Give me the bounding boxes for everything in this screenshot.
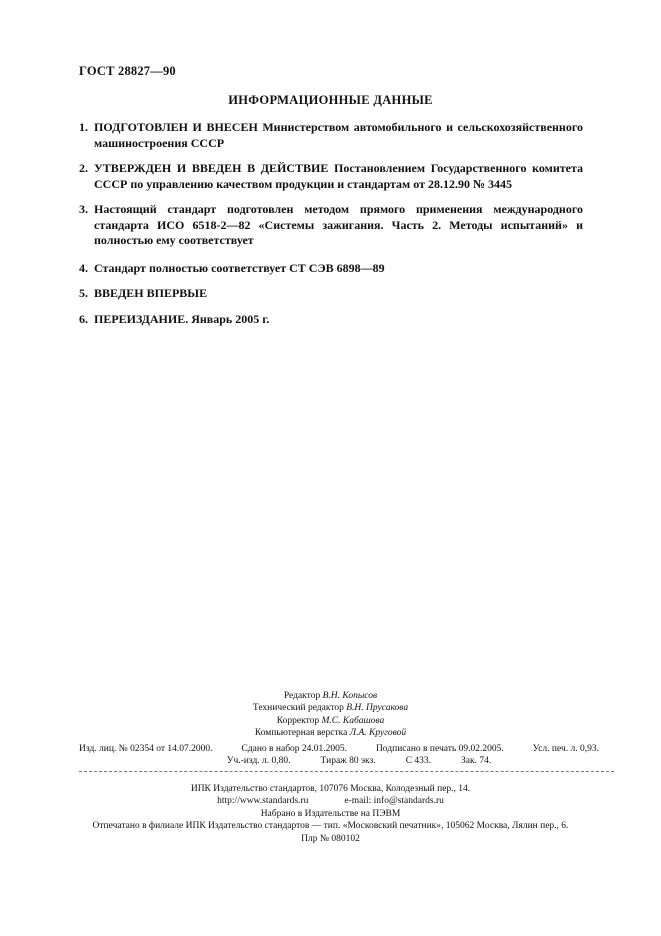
plr-number: Плр № 080102 <box>301 833 360 844</box>
layout-credit: Компьютерная верстка Л.А. Круговой <box>254 728 407 739</box>
item-number: 4. <box>79 260 88 275</box>
typeset-date: Сдано в набор 24.01.2005. <box>241 744 348 754</box>
item-lead: УТВЕРЖДЕН И ВВЕДЕН В ДЕЙСТВИЕ <box>94 161 329 175</box>
tech-editor-credit: Технический редактор В.Н. Прусакова <box>252 703 409 714</box>
item-lead: ПОДГОТОВЛЕН И ВНЕСЕН <box>94 120 258 134</box>
info-item-1 <box>79 120 583 151</box>
website-text: http://www.standards.ru <box>217 796 309 807</box>
item-lead: ПЕРЕИЗДАНИЕ. Январь 2005 г. <box>94 311 270 326</box>
editor-credit: Редактор В.Н. Копысов <box>283 691 378 701</box>
print-date: Подписано в печать 09.02.2005. <box>375 744 504 754</box>
divider-line <box>79 771 614 772</box>
pub-sheets: Уч.-изд. л. 0,80. <box>226 756 291 767</box>
tech-editor-name: В.Н. Прусакова <box>346 703 409 714</box>
order-code: С 433. <box>405 756 432 767</box>
item-text: Министерством автомобильного и сельскохозяйственного машиностроения СССР <box>94 120 583 150</box>
info-item-3 <box>79 202 583 249</box>
editor-name: В.Н. Копысов <box>322 691 378 701</box>
corrector-name: М.С. Кабашова <box>321 715 385 726</box>
publication-row-2 <box>79 755 599 767</box>
item-lead: ВВЕДЕН ВПЕРВЫЕ <box>94 286 208 300</box>
info-item-2 <box>79 161 583 192</box>
info-item-4 <box>79 261 583 277</box>
typeset-note: Набрано в Издательстве на ПЭВМ <box>260 808 401 819</box>
info-item-5 <box>79 286 583 302</box>
section-title: ИНФОРМАЦИОННЫЕ ДАННЫЕ <box>228 93 433 107</box>
item-number: 3. <box>79 202 88 216</box>
item-lead: Стандарт полностью соответствует СТ СЭВ 6898—89 <box>94 260 385 275</box>
publisher-address: ИПК Издательство стандартов, 107076 Москва, Колодезный пер., 14. <box>190 784 471 794</box>
item-text: Постановлением Государственного комитета СССР по управлению качеством продукции и стандартам от 28.12.90 № 3445 <box>94 161 583 191</box>
publication-row-1 <box>79 743 599 755</box>
info-items-list <box>79 120 583 337</box>
item-number: 6. <box>79 311 88 326</box>
standard-code: ГОСТ 28827—90 <box>79 64 176 78</box>
order-number: Зак. 74. <box>461 756 492 767</box>
item-number: 5. <box>79 286 88 300</box>
layout-name: Л.А. Круговой <box>349 728 407 739</box>
email-text: e-mail: info@standards.ru <box>344 796 444 807</box>
contacts-row <box>0 795 661 807</box>
editorial-credits <box>0 690 661 740</box>
item-number: 1. <box>79 120 88 134</box>
info-item-6 <box>79 312 583 328</box>
printed-at: Отпечатано в филиале ИПК Издательство стандартов — тип. «Московский печатник», 105062 Москва, Лялин пер., 6. <box>92 821 569 832</box>
print-sheets: Усл. печ. л. 0,93. <box>532 744 599 754</box>
license-number: Изд. лиц. № 02354 от 14.07.2000. <box>79 744 213 754</box>
corrector-credit: Корректор М.С. Кабашова <box>276 715 385 726</box>
item-number: 2. <box>79 161 88 175</box>
item-lead: Настоящий стандарт подготовлен методом прямого применения международного стандарта ИСО 6518-2—82 «Системы зажигания. Часть 2. Методы испытаний» и полностью ему соответствует <box>94 202 583 247</box>
imprint <box>0 783 661 845</box>
circulation: Тираж 80 экз. <box>320 756 376 767</box>
publication-details <box>79 743 599 768</box>
